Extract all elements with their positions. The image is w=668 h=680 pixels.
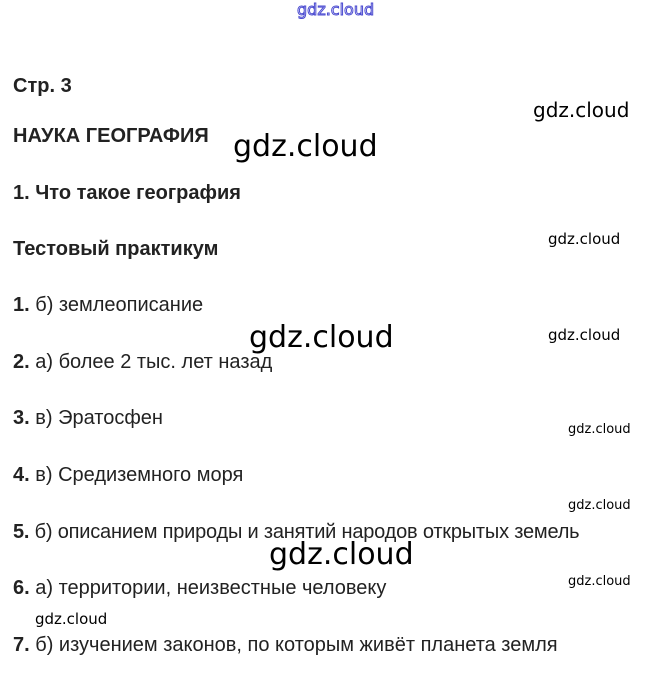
answer-item xyxy=(13,406,163,430)
answer-text: а) территории, неизвестные человеку xyxy=(29,577,387,599)
watermark: gdz.cloud xyxy=(568,422,631,437)
answer-text: б) изучением законов, по которым живёт планета земля xyxy=(29,634,558,656)
answer-item xyxy=(13,520,579,544)
topic-title: 1. Что такое география xyxy=(13,182,241,204)
watermark: gdz.cloud xyxy=(568,574,631,589)
answer-item xyxy=(13,633,558,657)
answer-item xyxy=(13,463,243,487)
answer-number: 1. xyxy=(13,294,30,316)
answer-number: 7. xyxy=(13,634,30,656)
watermark: gdz.cloud xyxy=(548,230,621,248)
watermark: gdz.cloud xyxy=(233,129,378,164)
answer-number: 2. xyxy=(13,351,30,373)
practicum-title: Тестовый практикум xyxy=(13,238,219,260)
page-label: Стр. 3 xyxy=(13,75,72,97)
answer-number: 5. xyxy=(13,521,30,543)
answer-text: в) Средиземного моря xyxy=(29,464,244,486)
answer-text: в) Эратосфен xyxy=(29,407,163,429)
answer-item xyxy=(13,350,272,374)
watermark: gdz.cloud xyxy=(249,320,394,355)
answer-number: 3. xyxy=(13,407,30,429)
watermark: gdz.cloud xyxy=(269,537,414,572)
answer-number: 4. xyxy=(13,464,30,486)
section-title: НАУКА ГЕОГРАФИЯ xyxy=(13,125,209,147)
answer-number: 6. xyxy=(13,577,30,599)
watermark: gdz.cloud xyxy=(533,98,630,122)
watermark: gdz.cloud xyxy=(568,498,631,513)
answer-text: б) землеописание xyxy=(29,294,204,316)
watermark-top: gdz.cloud xyxy=(297,0,375,19)
answer-item xyxy=(13,576,386,600)
answer-text: а) более 2 тыс. лет назад xyxy=(29,351,273,373)
answer-item xyxy=(13,293,203,317)
answer-text: б) описанием природы и занятий народов открытых земель xyxy=(29,521,580,543)
watermark: gdz.cloud xyxy=(548,326,621,344)
watermark: gdz.cloud xyxy=(35,610,108,628)
